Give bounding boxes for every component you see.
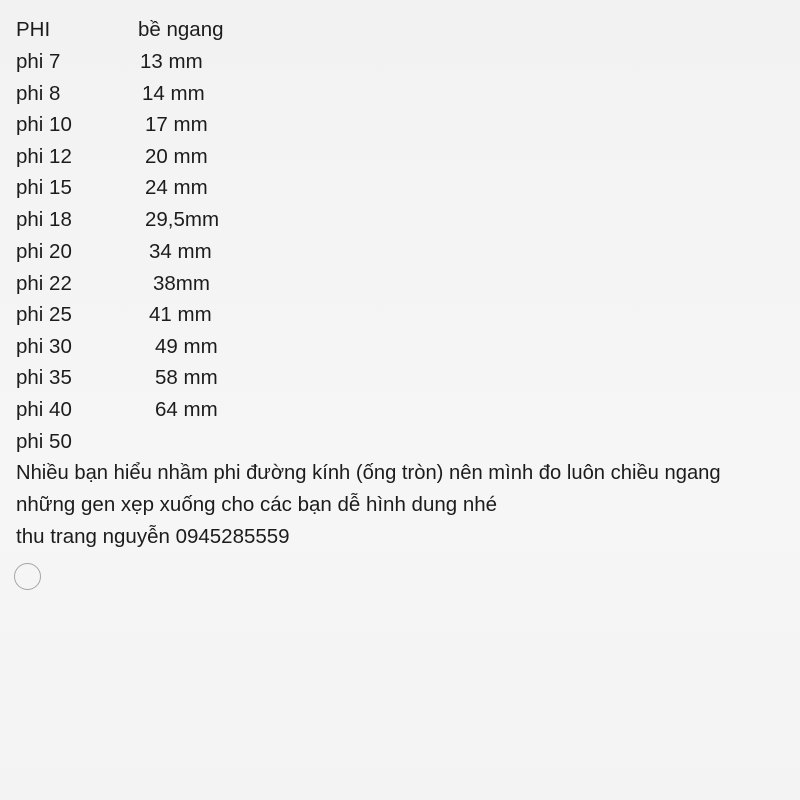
row-phi: phi 10 — [16, 113, 72, 136]
note-paragraph-line-2: những gen xẹp xuống cho các bạn dễ hình dung nhé — [16, 493, 498, 516]
row-width: 41 mm — [149, 303, 212, 326]
row-width: 34 mm — [149, 240, 212, 263]
row-width: 49 mm — [155, 335, 218, 358]
row-phi: phi 15 — [16, 176, 72, 199]
row-phi: phi 8 — [16, 82, 61, 105]
row-width: 14 mm — [142, 82, 205, 105]
row-phi: phi 12 — [16, 145, 72, 168]
row-phi: phi 35 — [16, 366, 72, 389]
row-phi: phi 20 — [16, 240, 72, 263]
row-phi: phi 40 — [16, 398, 72, 421]
row-width: 17 mm — [145, 113, 208, 136]
note-signature: thu trang nguyễn 0945285559 — [16, 525, 290, 548]
empty-circle-checkbox-icon[interactable] — [14, 563, 41, 590]
header-phi: PHI — [16, 18, 51, 41]
row-width: 64 mm — [155, 398, 218, 421]
row-phi: phi 18 — [16, 208, 72, 231]
row-phi: phi 22 — [16, 272, 72, 295]
row-width: 38mm — [153, 272, 210, 295]
row-phi: phi 30 — [16, 335, 72, 358]
row-width: 24 mm — [145, 176, 208, 199]
note-paragraph-line-1: Nhiều bạn hiểu nhầm phi đường kính (ống tròn) nên mình đo luôn chiều ngang — [16, 462, 721, 484]
row-phi: phi 7 — [16, 50, 61, 73]
row-width: 20 mm — [145, 145, 208, 168]
row-phi: phi 25 — [16, 303, 72, 326]
header-width: bề ngang — [138, 18, 224, 41]
row-width: 58 mm — [155, 366, 218, 389]
row-width: 29,5mm — [145, 208, 220, 231]
row-width: 13 mm — [140, 50, 203, 73]
row-phi: phi 50 — [16, 430, 72, 453]
